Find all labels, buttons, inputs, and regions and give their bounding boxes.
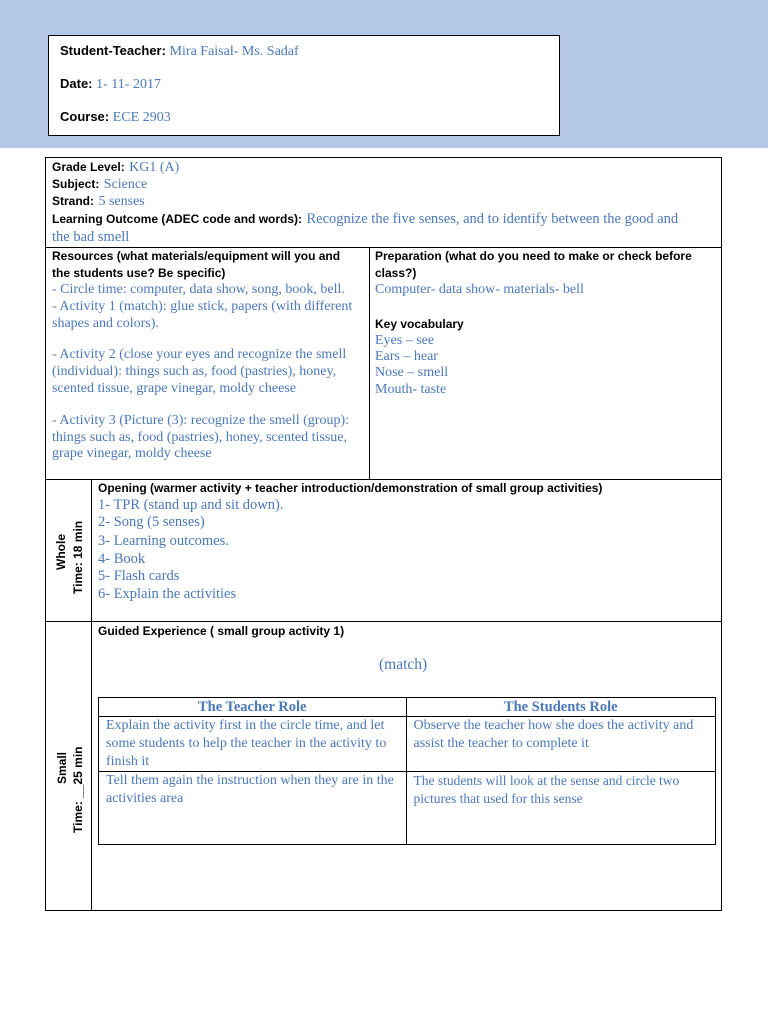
resources-heading-cont: the students use? Be specific) (52, 266, 226, 280)
students-role-cell: Observe the teacher how she does the activity and assist the teacher to complete it (406, 717, 716, 772)
header-box (48, 35, 560, 136)
course-value: ECE 2903 (112, 110, 171, 125)
learning-outcome-line (52, 210, 678, 228)
whole-side-label: Whole (54, 534, 68, 570)
vocab-item: Nose – smell (375, 365, 449, 380)
strand-value: 5 senses (98, 194, 145, 209)
opening-item: 2- Song (5 senses) (98, 514, 205, 530)
resources-line: grape vinegar, moldy cheese (52, 446, 212, 461)
teacher-role-cell: Tell them again the instruction when they are in the activities area (99, 772, 407, 845)
whole-time-label: Time: 18 min (71, 520, 85, 594)
resources-line: things such as, food (pastries), honey, scented tissue, (52, 430, 347, 445)
guided-experience-label: Guided Experience ( small group activity 1) (98, 624, 345, 638)
students-role-cell: The students will look at the sense and circle two pictures that used for this sense (406, 772, 716, 845)
vocab-item: Eyes – see (375, 333, 435, 348)
grade-level-label: Grade Level: (52, 160, 125, 174)
course-label: Course: (60, 109, 110, 124)
student-teacher-label: Student-Teacher: (60, 43, 166, 58)
resources-line: - Circle time: computer, data show, song, book, bell. (52, 282, 345, 297)
opening-item: 5- Flash cards (98, 568, 180, 584)
activity-title: (match) (379, 656, 428, 673)
preparation-value: Computer- data show- materials- bell (375, 282, 584, 297)
date-value: 1- 11- 2017 (96, 77, 161, 92)
resources-line: - Activity 1 (match): glue stick, papers (with different (52, 299, 353, 314)
grade-level-value: KG1 (A) (129, 160, 180, 175)
opening-item: 6- Explain the activities (98, 586, 237, 602)
table-header-row (99, 698, 716, 717)
resources-line: (individual): things such as, food (pastries), honey, (52, 364, 337, 379)
divider (369, 247, 370, 479)
opening-item: 3- Learning outcomes. (98, 533, 229, 549)
subject-line (52, 175, 147, 193)
key-vocabulary-heading: Key vocabulary (375, 317, 464, 331)
preparation-heading-cont: class?) (375, 266, 417, 280)
opening-item: 1- TPR (stand up and sit down). (98, 497, 284, 513)
date-label: Date: (60, 76, 93, 91)
small-side-label: Small (55, 751, 69, 784)
teacher-role-cell: Explain the activity first in the circle time, and let some students to help the teacher in the activity to finish it (99, 717, 407, 772)
teacher-role-header: The Teacher Role (99, 698, 407, 717)
learning-outcome-value-cont: the bad smell (52, 229, 130, 245)
strand-line (52, 192, 145, 210)
small-time-label: Time: __25 min (71, 746, 85, 833)
opening-item: 4- Book (98, 551, 146, 567)
learning-outcome-value: Recognize the five senses, and to identify between the good and (306, 211, 679, 227)
learning-outcome-label: Learning Outcome (ADEC code and words): (52, 212, 303, 226)
resources-heading: Resources (what materials/equipment will you and (52, 249, 341, 263)
vocab-item: Mouth- taste (375, 382, 447, 397)
table-row (99, 772, 716, 845)
grade-level-line (52, 158, 179, 176)
resources-line: shapes and colors). (52, 316, 159, 331)
date-line (60, 76, 161, 93)
students-role-header: The Students Role (406, 698, 716, 717)
divider (91, 479, 92, 911)
vocab-item: Ears – hear (375, 349, 438, 364)
student-teacher-line (60, 43, 299, 60)
strand-label: Strand: (52, 194, 94, 208)
resources-line: scented tissue, grape vinegar, moldy cheese (52, 381, 296, 396)
preparation-heading: Preparation (what do you need to make or check before (375, 249, 692, 263)
subject-value: Science (103, 177, 148, 192)
resources-line: - Activity 2 (close your eyes and recognize the smell (52, 347, 347, 362)
student-teacher-value: Mira Faisal- Ms. Sadaf (169, 44, 299, 59)
roles-table (98, 697, 716, 845)
table-row (99, 717, 716, 772)
resources-line: - Activity 3 (Picture (3): recognize the smell (group): (52, 413, 350, 428)
course-line (60, 109, 171, 126)
subject-label: Subject: (52, 177, 100, 191)
opening-label: Opening (warmer activity + teacher introduction/demonstration of small group activities) (98, 481, 603, 495)
divider (45, 621, 722, 622)
